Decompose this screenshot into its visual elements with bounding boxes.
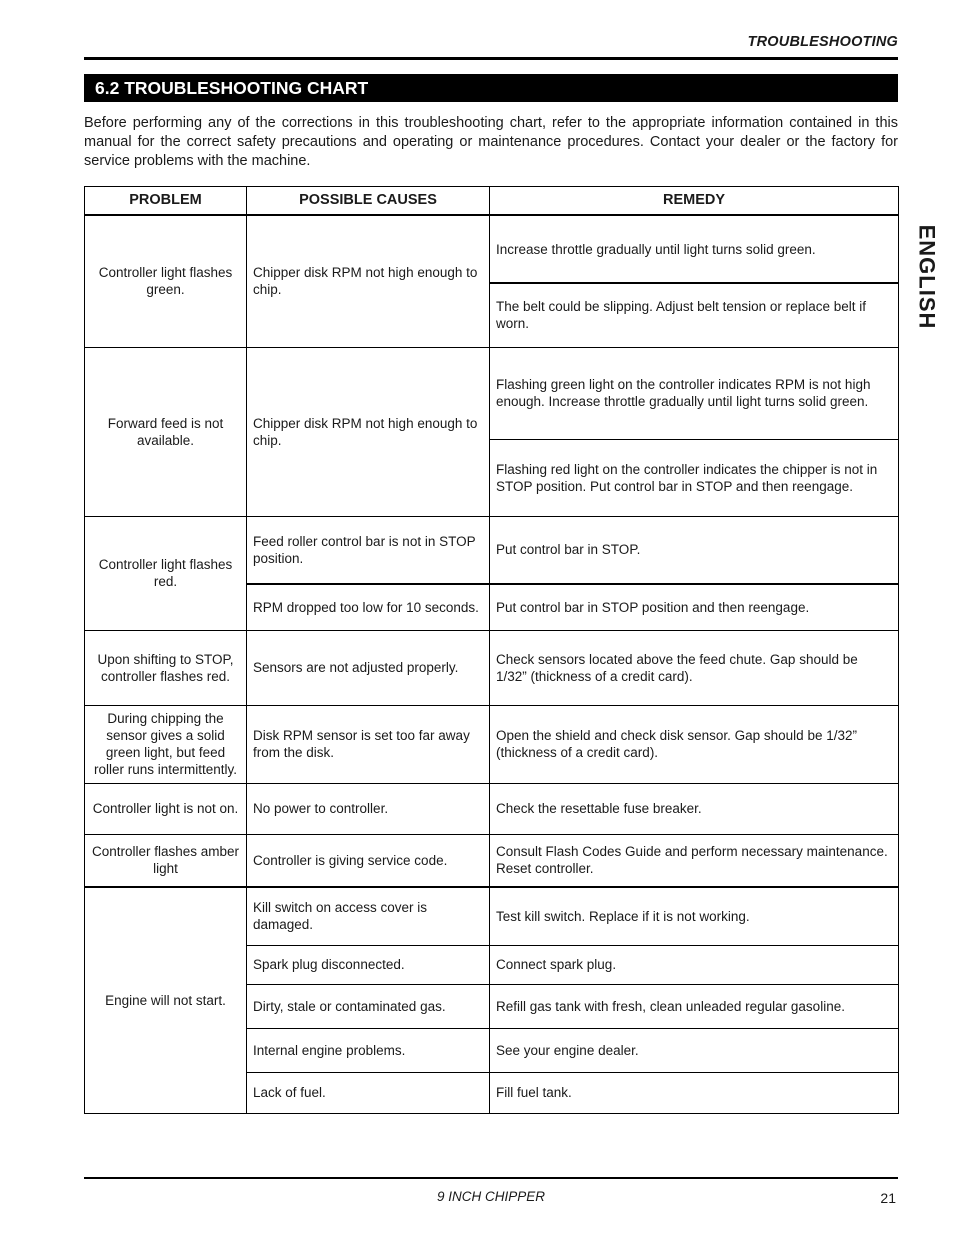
remedy-cell: Refill gas tank with fresh, clean unleaded regular gasoline. — [490, 984, 899, 1028]
problem-cell: During chipping the sensor gives a solid green light, but feed roller runs intermittently. — [85, 705, 247, 783]
table-row — [85, 705, 899, 783]
intro-paragraph: Before performing any of the corrections in this troubleshooting chart, refer to the appropriate information contained in this manual for the correct safety precautions and operating or maintenance procedures. Contact your dealer or the factory for service problems with the machine. — [84, 115, 898, 169]
remedy-cell: Fill fuel tank. — [490, 1072, 899, 1113]
page-number: 21 — [880, 1190, 896, 1206]
remedy-cell: The belt could be slipping. Adjust belt tension or replace belt if worn. — [490, 283, 899, 347]
table-row — [85, 783, 899, 834]
remedy-cell: Check the resettable fuse breaker. — [490, 783, 899, 834]
table-row — [85, 834, 899, 887]
table-row — [85, 887, 899, 945]
remedy-cell: Put control bar in STOP. — [490, 516, 899, 584]
header-rule — [84, 57, 898, 60]
language-side-tab — [902, 222, 950, 332]
problem-cell: Engine will not start. — [85, 887, 247, 1113]
remedy-cell: Put control bar in STOP position and then reengage. — [490, 584, 899, 630]
header-possible-causes: POSSIBLE CAUSES — [247, 187, 490, 216]
cause-cell: Kill switch on access cover is damaged. — [247, 887, 490, 945]
table-row — [85, 630, 899, 705]
problem-cell: Controller light flashes green. — [85, 215, 247, 347]
problem-cell: Forward feed is not available. — [85, 347, 247, 516]
footer-rule — [84, 1177, 898, 1179]
problem-cell: Controller light is not on. — [85, 783, 247, 834]
cause-cell: Dirty, stale or contaminated gas. — [247, 984, 490, 1028]
footer-title: 9 INCH CHIPPER — [436, 1189, 546, 1204]
remedy-cell: Connect spark plug. — [490, 945, 899, 984]
table-row — [85, 516, 899, 584]
cause-cell: Chipper disk RPM not high enough to chip. — [247, 347, 490, 516]
remedy-cell: Increase throttle gradually until light turns solid green. — [490, 215, 899, 283]
cause-cell: Chipper disk RPM not high enough to chip. — [247, 215, 490, 347]
cause-cell: Feed roller control bar is not in STOP position. — [247, 516, 490, 584]
running-header: TROUBLESHOOTING — [747, 34, 898, 50]
remedy-cell: Consult Flash Codes Guide and perform necessary maintenance. Reset controller. — [490, 834, 899, 887]
cause-cell: Internal engine problems. — [247, 1028, 490, 1072]
problem-cell: Controller light flashes red. — [85, 516, 247, 630]
remedy-cell: Check sensors located above the feed chute. Gap should be 1/32” (thickness of a credit card). — [490, 630, 899, 705]
section-title: 6.2 TROUBLESHOOTING CHART — [84, 74, 898, 102]
language-label: ENGLISH — [914, 224, 940, 330]
table-row — [85, 215, 899, 283]
remedy-cell: Flashing green light on the controller indicates RPM is not high enough. Increase throttle gradually until light turns solid green. — [490, 347, 899, 439]
cause-cell: Sensors are not adjusted properly. — [247, 630, 490, 705]
troubleshooting-table — [84, 186, 899, 1114]
remedy-cell: Open the shield and check disk sensor. Gap should be 1/32” (thickness of a credit card). — [490, 705, 899, 783]
cause-cell: Spark plug disconnected. — [247, 945, 490, 984]
cause-cell: Disk RPM sensor is set too far away from the disk. — [247, 705, 490, 783]
cause-cell: Controller is giving service code. — [247, 834, 490, 887]
problem-cell: Upon shifting to STOP, controller flashes red. — [85, 630, 247, 705]
table-row — [85, 347, 899, 439]
remedy-cell: Test kill switch. Replace if it is not working. — [490, 887, 899, 945]
cause-cell: Lack of fuel. — [247, 1072, 490, 1113]
cause-cell: RPM dropped too low for 10 seconds. — [247, 584, 490, 630]
cause-cell: No power to controller. — [247, 783, 490, 834]
problem-cell: Controller flashes amber light — [85, 834, 247, 887]
table-header-row — [85, 187, 899, 216]
header-problem: PROBLEM — [85, 187, 247, 216]
remedy-cell: Flashing red light on the controller indicates the chipper is not in STOP position. Put control bar in STOP and then reengage. — [490, 439, 899, 516]
header-remedy: REMEDY — [490, 187, 899, 216]
remedy-cell: See your engine dealer. — [490, 1028, 899, 1072]
